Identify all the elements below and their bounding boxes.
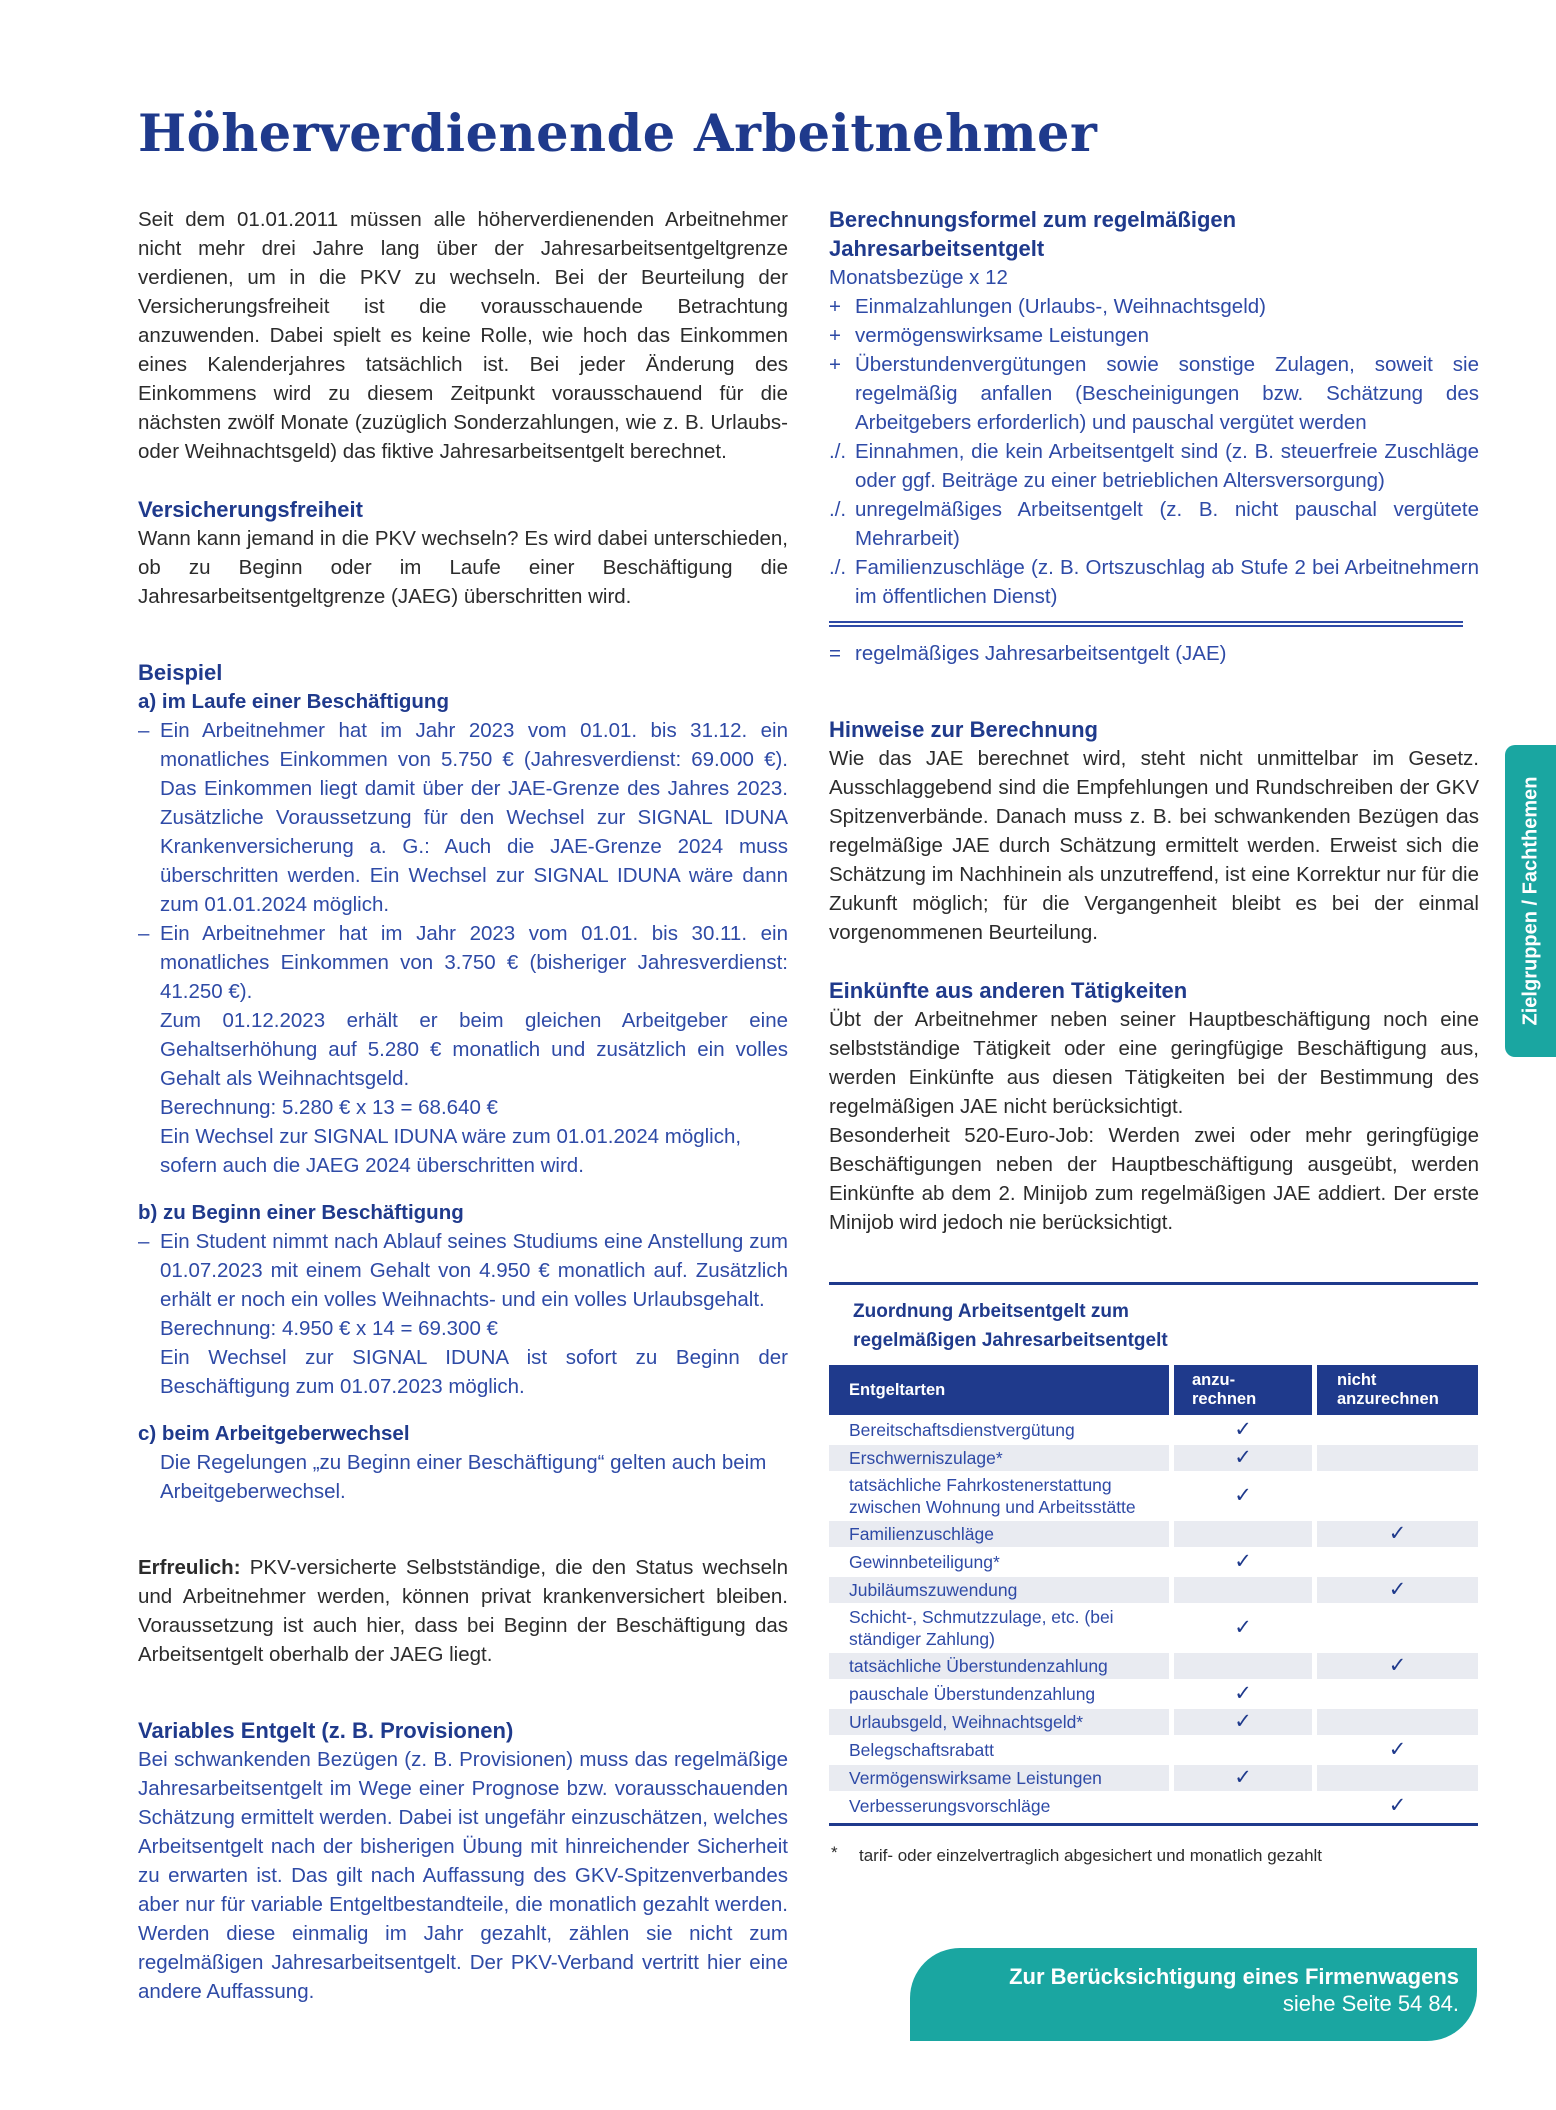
formel-item-mark: ./. <box>829 556 847 579</box>
checkmark-icon: ✓ <box>1388 1738 1407 1761</box>
formel-item-text: unregelmäßiges Arbeitsentgelt (z. B. nicht pauschal vergütete Mehrarbeit) <box>855 498 1479 550</box>
table-cell-anzurechnen <box>1174 1793 1312 1819</box>
beispiel-a-item-2-calc: Berechnung: 5.280 € x 13 = 68.640 € <box>160 1096 498 1119</box>
table-row <box>829 1765 1478 1791</box>
footnote-text: tarif- oder einzelvertraglich abgesichert und monatlich gezahlt <box>859 1846 1323 1865</box>
table-cell-entgeltart: Erschwerniszulage* <box>829 1445 1169 1471</box>
list-item <box>138 1227 788 1314</box>
einkuenfte-heading: Einkünfte aus anderen Tätigkeiten <box>829 978 1188 1003</box>
intro-paragraph: Seit dem 01.01.2011 müssen alle höherverdienenden Arbeitnehmer nicht mehr drei Jahre lang über der Jahresarbeitsentgeltgrenze verdienen, um in die PKV zu wechseln. Bei der Beurteilung der Versicherungsfreiheit ist die vorausschauende Betrachtung anzuwenden. Dabei spielt es keine Rolle, wie hoch das Einkommen eines Kalenderjahres tatsächlich ist. Bei jeder Änderung des Einkommens wird zu diesem Zeitpunkt vorausschauend für die nächsten zwölf Monate (zuzüglich Sonderzahlungen, wie z. B. Urlaubs- oder Weihnachtsgeld) das fiktive Jahresarbeitsentgelt berechnet. <box>138 208 788 463</box>
table-row <box>829 1737 1478 1763</box>
zuordnung-table <box>824 1363 1483 1821</box>
formel-heading-line-2: Jahresarbeitsentgelt <box>829 236 1045 261</box>
col-header-anzurechnen-line-2: rechnen <box>1192 1390 1257 1408</box>
beispiel-b-item-1-end: Ein Wechsel zur SIGNAL IDUNA ist sofort zu Beginn der Beschäftigung zum 01.07.2023 möglich. <box>160 1346 788 1398</box>
beispiel-a-item-1: Ein Arbeitnehmer hat im Jahr 2023 vom 01.01. bis 31.12. ein monatliches Einkommen von 5.750 € (Jahresverdienst: 69.000 €). Das Einkommen liegt damit über der JAE-Grenze des Jahres 2023. Zusätzliche Voraussetzung für den Wechsel zur SIGNAL IDUNA Krankenversicherung a. G.: Auch die JAE-Grenze 2024 muss überschritten werden. Ein Wechsel zur SIGNAL IDUNA wäre dann zum 01.01.2024 möglich. <box>160 719 788 916</box>
side-tab[interactable] <box>1505 745 1556 1057</box>
formel-item <box>829 495 1479 553</box>
table-cell-anzurechnen <box>1174 1577 1312 1603</box>
table-cell-entgeltart: Verbesserungsvorschläge <box>849 1796 1051 1816</box>
beispiel-b-item-1: Ein Student nimmt nach Ablauf seines Studiums eine Anstellung zum 01.07.2023 mit einem Gehalt von 4.950 € monatlich auf. Zusätzlich erhält er noch ein volles Weihnachts- und ein volles Urlaubsgehalt. <box>160 1230 788 1311</box>
formel-list <box>829 292 1479 611</box>
table-cell-nicht-anzurechnen <box>1317 1521 1478 1547</box>
dash-marker: – <box>138 1230 150 1253</box>
formel-item <box>829 437 1479 495</box>
variables-text: Bei schwankenden Bezügen (z. B. Provisionen) muss das regelmäßige Jahresarbeitsentgelt im Wege einer Prognose bzw. vorausschauenden Schätzung ermittelt werden. Dabei ist ungefähr einzuschätzen, welches Arbeitsentgelt nach der bisherigen Übung mit hinreichender Sicherheit zu erwarten ist. Das gilt nach Auffassung des GKV-Spitzenverbandes aber nur für variable Entgeltbestandteile, die monatlich gezahlt werden. Werden diese einmalig im Jahr gezahlt, zählen sie nicht zum regelmäßigen Jahresarbeitsentgelt. Der PKV-Verband vertritt hier eine andere Auffassung. <box>138 1748 788 2003</box>
formel-item <box>829 553 1479 611</box>
hinweise-heading: Hinweise zur Berechnung <box>829 717 1098 742</box>
beispiel-b-heading: b) zu Beginn einer Beschäftigung <box>138 1201 464 1224</box>
checkmark-icon: ✓ <box>1234 1766 1252 1789</box>
table-cell-nicht-anzurechnen <box>1317 1737 1478 1763</box>
table-cell-anzurechnen <box>1174 1445 1312 1471</box>
formel-item-text: Überstundenvergütungen sowie sonstige Zulagen, soweit sie regelmäßig anfallen (Bescheinigungen bzw. Schätzung des Arbeitgebers erforderlich) und pauschal vergütet werden <box>855 353 1479 434</box>
table-cell-nicht-anzurechnen <box>1317 1473 1478 1519</box>
beispiel-b-item-1-calc: Berechnung: 4.950 € x 14 = 69.300 € <box>160 1317 498 1340</box>
cta-line-2: siehe Seite 54 84. <box>1282 1991 1459 2016</box>
formel-item-mark: ./. <box>829 440 847 463</box>
erfreulich-text: PKV-versicherte Selbstständige, die den Status wechseln und Arbeitnehmer werden, können privat krankenversichert bleiben. Voraussetzung ist auch hier, dass bei Beginn der Beschäftigung das Arbeitsentgelt oberhalb der JAEG liegt. <box>138 1556 788 1666</box>
versicherungsfreiheit-heading: Versicherungsfreiheit <box>138 497 363 522</box>
list-item <box>138 919 788 1006</box>
checkmark-icon: ✓ <box>1234 1616 1252 1639</box>
table-row <box>829 1577 1478 1603</box>
zuordnung-title <box>829 1285 1478 1363</box>
table-cell-anzurechnen <box>1174 1709 1312 1735</box>
col-header-entgeltarten: Entgeltarten <box>829 1365 1169 1415</box>
beispiel-heading: Beispiel <box>138 660 223 685</box>
beispiel-c-text: Die Regelungen „zu Beginn einer Beschäftigung“ gelten auch beim Arbeitgeberwechsel. <box>160 1451 767 1503</box>
table-cell-nicht-anzurechnen <box>1317 1577 1478 1603</box>
table-row <box>829 1709 1478 1735</box>
table-bottom-rule <box>829 1823 1478 1826</box>
table-cell-anzurechnen <box>1174 1417 1312 1443</box>
hinweise-text: Wie das JAE berechnet wird, steht nicht unmittelbar im Gesetz. Ausschlaggebend sind die Empfehlungen und Rundschreiben der GKV Spitzenverbände. Danach muss z. B. bei schwankenden Bezügen das regelmäßige JAE durch Schätzung ermittelt werden. Erweist sich die Schätzung im Nachhinein als unzutreffend, ist eine Korrektur nur für die Zukunft möglich; für die Vergangenheit bleibt es bei der einmal vorgenommenen Beurteilung. <box>829 747 1479 944</box>
table-cell-anzurechnen <box>1174 1605 1312 1651</box>
variables-heading: Variables Entgelt (z. B. Provisionen) <box>138 1718 514 1743</box>
checkmark-icon: ✓ <box>1234 1484 1252 1507</box>
table-cell-nicht-anzurechnen <box>1317 1709 1478 1735</box>
formel-result-mark: = <box>829 642 841 665</box>
checkmark-icon: ✓ <box>1388 1654 1407 1677</box>
formel-item-mark: + <box>829 353 841 376</box>
einkuenfte-text-2: Besonderheit 520-Euro-Job: Werden zwei oder mehr geringfügige Beschäftigungen neben der Hauptbeschäftigung ausgeübt, werden Einkünfte ab dem 2. Minijob zum regelmäßigen JAE addiert. Der erste Minijob wird jedoch nie berücksichtigt. <box>829 1124 1479 1234</box>
table-cell-entgeltart: tatsächliche Fahrkostenerstattung zwischen Wohnung und Arbeitsstätte <box>849 1475 1136 1517</box>
formel-base: Monatsbezüge x 12 <box>829 266 1008 289</box>
formel-result-text: regelmäßiges Jahresarbeitsentgelt (JAE) <box>855 642 1227 665</box>
table-cell-entgeltart: Vermögenswirksame Leistungen <box>829 1765 1169 1791</box>
col-header-nicht-anzurechnen-line-2: anzurechnen <box>1337 1390 1439 1408</box>
beispiel-a-heading: a) im Laufe einer Beschäftigung <box>138 690 449 713</box>
checkmark-icon: ✓ <box>1234 1418 1252 1441</box>
cta-line-1: Zur Berücksichtigung eines Firmenwagens <box>1009 1964 1459 1989</box>
table-cell-entgeltart: Bereitschaftsdienstvergütung <box>849 1420 1075 1440</box>
formel-item-text: vermögenswirksame Leistungen <box>855 324 1149 347</box>
col-header-nicht-anzurechnen <box>1317 1365 1478 1415</box>
table-cell-nicht-anzurechnen <box>1317 1793 1478 1819</box>
col-header-anzurechnen <box>1174 1365 1312 1415</box>
footnote-mark: * <box>831 1843 838 1862</box>
dash-marker: – <box>138 922 150 945</box>
firmenwagen-link-box[interactable] <box>910 1948 1477 2041</box>
table-row <box>829 1521 1478 1547</box>
zuordnung-table-box <box>829 1282 1478 1866</box>
table-cell-anzurechnen <box>1174 1521 1312 1547</box>
formel-item-mark: + <box>829 295 841 318</box>
beispiel-a-item-2-more: Zum 01.12.2023 erhält er beim gleichen Arbeitgeber eine Gehaltserhöhung auf 5.280 € monatlich und zusätzlich ein volles Gehalt als Weihnachtsgeld. <box>160 1009 788 1090</box>
table-cell-entgeltart: Schicht-, Schmutzzulage, etc. (bei ständiger Zahlung) <box>849 1607 1114 1649</box>
beispiel-a-item-2-end: Ein Wechsel zur SIGNAL IDUNA wäre zum 01.01.2024 möglich, sofern auch die JAEG 2024 überschritten wird. <box>160 1125 742 1177</box>
table-cell-nicht-anzurechnen <box>1317 1765 1478 1791</box>
table-cell-anzurechnen <box>1174 1549 1312 1575</box>
formel-item <box>829 292 1479 321</box>
formel-item-text: Einnahmen, die kein Arbeitsentgelt sind (z. B. steuerfreie Zuschläge oder ggf. Beiträge zu einer betrieblichen Altersversorgung) <box>855 440 1479 492</box>
table-cell-nicht-anzurechnen <box>1317 1681 1478 1707</box>
checkmark-icon: ✓ <box>1234 1446 1252 1469</box>
table-row <box>829 1473 1478 1519</box>
table-header-row <box>829 1365 1478 1415</box>
table-cell-anzurechnen <box>1174 1653 1312 1679</box>
table-cell-nicht-anzurechnen <box>1317 1549 1478 1575</box>
formel-heading <box>829 205 1479 263</box>
table-cell-anzurechnen <box>1174 1765 1312 1791</box>
formel-item <box>829 321 1479 350</box>
table-row <box>829 1417 1478 1443</box>
formel-result <box>829 639 1479 668</box>
checkmark-icon: ✓ <box>1234 1710 1252 1733</box>
table-row <box>829 1653 1478 1679</box>
right-column <box>829 205 1479 1237</box>
formel-item-mark: + <box>829 324 841 347</box>
table-cell-anzurechnen <box>1174 1473 1312 1519</box>
einkuenfte-text-1: Übt der Arbeitnehmer neben seiner Hauptbeschäftigung noch eine selbstständige Tätigkeit oder eine geringfügige Beschäftigung aus, werden Einkünfte aus diesen Tätigkeiten bei der Bestimmung des regelmäßigen JAE nicht berücksichtigt. <box>829 1008 1479 1118</box>
side-tab-label: Zielgruppen / Fachthemen <box>1519 776 1541 1026</box>
formel-heading-line-1: Berechnungsformel zum regelmäßigen <box>829 207 1237 232</box>
table-cell-entgeltart: Jubiläumszuwendung <box>829 1577 1169 1603</box>
table-cell-entgeltart: Familienzuschläge <box>829 1521 1169 1547</box>
table-row <box>829 1605 1478 1651</box>
checkmark-icon: ✓ <box>1234 1550 1252 1573</box>
col-header-anzurechnen-line-1: anzu- <box>1192 1371 1236 1389</box>
formel-item-text: Einmalzahlungen (Urlaubs-, Weihnachtsgeld) <box>855 295 1266 318</box>
left-column <box>138 205 788 2006</box>
checkmark-icon: ✓ <box>1388 1522 1407 1545</box>
table-row <box>829 1445 1478 1471</box>
table-row <box>829 1549 1478 1575</box>
formel-item-mark: ./. <box>829 498 847 521</box>
table-cell-anzurechnen <box>1174 1681 1312 1707</box>
table-row <box>829 1681 1478 1707</box>
zuordnung-title-line-2: regelmäßigen Jahresarbeitsentgelt <box>853 1330 1168 1351</box>
table-cell-anzurechnen <box>1174 1737 1312 1763</box>
col-header-nicht-anzurechnen-line-1: nicht <box>1337 1371 1377 1389</box>
beispiel-a-item-2: Ein Arbeitnehmer hat im Jahr 2023 vom 01.01. bis 30.11. ein monatliches Einkommen von 3.750 € (bisheriger Jahresverdienst: 41.250 €). <box>160 922 788 1003</box>
zuordnung-title-line-1: Zuordnung Arbeitsentgelt zum <box>853 1301 1129 1322</box>
table-cell-nicht-anzurechnen <box>1317 1445 1478 1471</box>
dash-marker: – <box>138 719 150 742</box>
table-cell-entgeltart: pauschale Überstundenzahlung <box>849 1684 1096 1704</box>
table-cell-nicht-anzurechnen <box>1317 1417 1478 1443</box>
page-title: Höherverdienende Arbeitnehmer <box>138 104 1098 164</box>
table-cell-entgeltart: Belegschaftsrabatt <box>849 1740 994 1760</box>
table-cell-nicht-anzurechnen <box>1317 1605 1478 1651</box>
beispiel-c-heading: c) beim Arbeitgeberwechsel <box>138 1422 410 1445</box>
table-cell-nicht-anzurechnen <box>1317 1653 1478 1679</box>
formel-sum-rule <box>829 621 1463 627</box>
checkmark-icon: ✓ <box>1234 1682 1252 1705</box>
list-item <box>138 716 788 919</box>
zuordnung-table-body <box>829 1417 1478 1819</box>
table-cell-entgeltart: Urlaubsgeld, Weihnachtsgeld* <box>829 1709 1169 1735</box>
erfreulich-label: Erfreulich: <box>138 1556 241 1579</box>
formel-item <box>829 350 1479 437</box>
checkmark-icon: ✓ <box>1388 1794 1407 1817</box>
table-row <box>829 1793 1478 1819</box>
versicherungsfreiheit-text: Wann kann jemand in die PKV wechseln? Es wird dabei unterschieden, ob zu Beginn oder im Laufe einer Beschäftigung die Jahresarbeitsentgeltgrenze (JAEG) überschritten wird. <box>138 527 788 608</box>
table-cell-entgeltart: tatsächliche Überstundenzahlung <box>829 1653 1169 1679</box>
table-cell-entgeltart: Gewinnbeteiligung* <box>849 1552 1000 1572</box>
erfreulich-paragraph <box>138 1553 788 1669</box>
footnote <box>829 1843 1478 1866</box>
formel-item-text: Familienzuschläge (z. B. Ortszuschlag ab Stufe 2 bei Arbeitnehmern im öffentlichen Dienst) <box>855 556 1479 608</box>
checkmark-icon: ✓ <box>1388 1578 1407 1601</box>
